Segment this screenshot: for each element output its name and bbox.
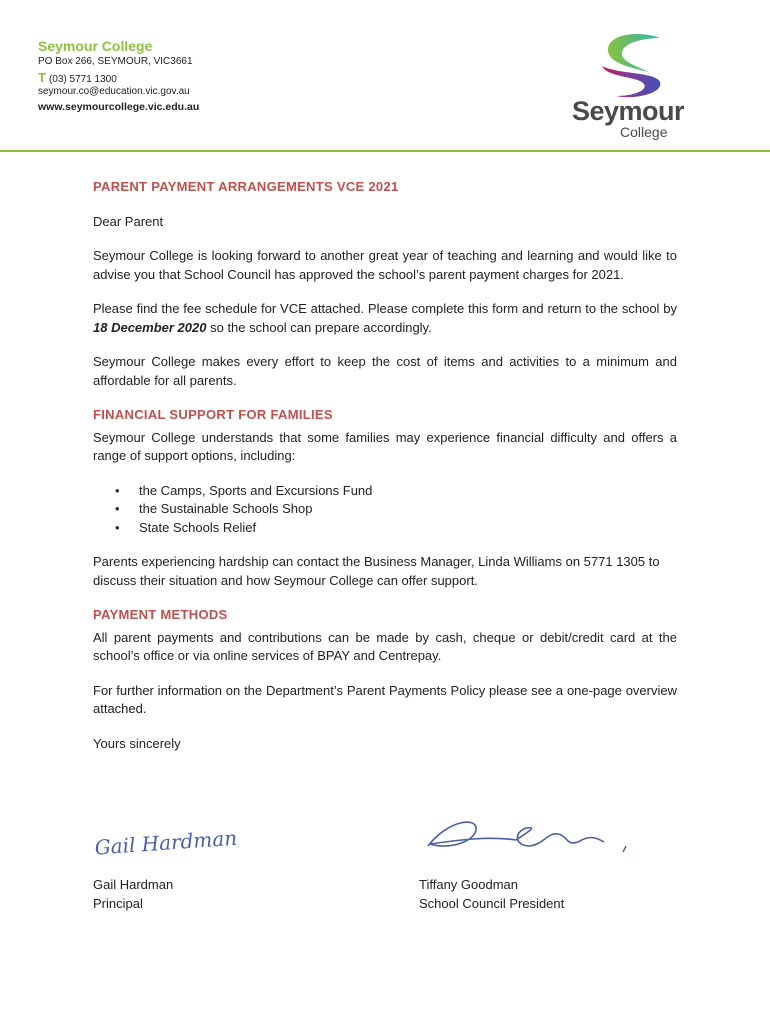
postal-address: PO Box 266, SEYMOUR, VIC3661 [38, 56, 193, 67]
logo-wordmark: Seymour [572, 96, 685, 126]
list-item: • the Camps, Sports and Excursions Fund [93, 482, 677, 501]
deadline-text-before: Please find the fee schedule for VCE attached. Please complete this form and return to the school by [93, 301, 677, 316]
hardship-paragraph: Parents experiencing hardship can contact the Business Manager, Linda Williams on 5771 1305 to discuss their situation and how Seymour College can offer support. [93, 554, 660, 588]
support-heading: FINANCIAL SUPPORT FOR FAMILIES [93, 407, 333, 422]
website-address: www.seymourcollege.vic.edu.au [38, 101, 200, 113]
letter-body [93, 178, 677, 753]
president-name-block [419, 876, 564, 913]
header-divider [0, 150, 770, 152]
president-role: School Council President [419, 895, 565, 911]
deadline-text-after: so the school can prepare accordingly. [206, 319, 432, 335]
president-signature [418, 810, 648, 865]
principal-signature-text: Gail Hardman [93, 825, 238, 860]
president-name: Tiffany Goodman [419, 877, 518, 892]
affordability-paragraph: Seymour College makes every effort to keep the cost of items and activities to a minimum and affordable for all parents. [93, 354, 677, 388]
logo-subtitle: College [620, 124, 668, 140]
phone-line [38, 70, 117, 85]
deadline-paragraph [93, 300, 677, 337]
principal-name-block [93, 876, 173, 913]
signature-block [93, 810, 677, 920]
school-name: Seymour College [38, 38, 153, 54]
support-intro: Seymour College understands that some families may experience financial difficulty and offers a range of support options, including: [93, 429, 677, 463]
principal-role: Principal [93, 895, 143, 911]
policy-paragraph: For further information on the Department’s Parent Payments Policy please see a one-page overview attached. [93, 682, 677, 716]
support-options-list [93, 482, 677, 538]
president-signature-text: T Goodman [418, 810, 424, 811]
list-item: • State Schools Relief [93, 519, 677, 538]
deadline-date: 18 December 2020 [93, 319, 207, 335]
phone-number: (03) 5771 1300 [48, 74, 117, 85]
list-item: • the Sustainable Schools Shop [93, 500, 677, 519]
principal-name: Gail Hardman [93, 877, 174, 892]
salutation: Dear Parent [93, 213, 164, 229]
principal-signature [93, 820, 253, 870]
email-address: seymour.co@education.vic.gov.au [38, 86, 190, 97]
payment-paragraph: All parent payments and contributions can be made by cash, cheque or debit/credit card at the school’s office or via online services of BPAY and Centrepay. [93, 629, 677, 663]
phone-prefix: T [38, 70, 46, 85]
letterhead [0, 0, 770, 160]
closing: Yours sincerely [93, 735, 181, 751]
intro-paragraph: Seymour College is looking forward to another great year of teaching and learning and would like to advise you that School Council has approved the school’s parent payment charges for 2021. [93, 248, 677, 282]
payment-heading: PAYMENT METHODS [93, 607, 228, 622]
letter-title: PARENT PAYMENT ARRANGEMENTS VCE 2021 [93, 179, 399, 194]
